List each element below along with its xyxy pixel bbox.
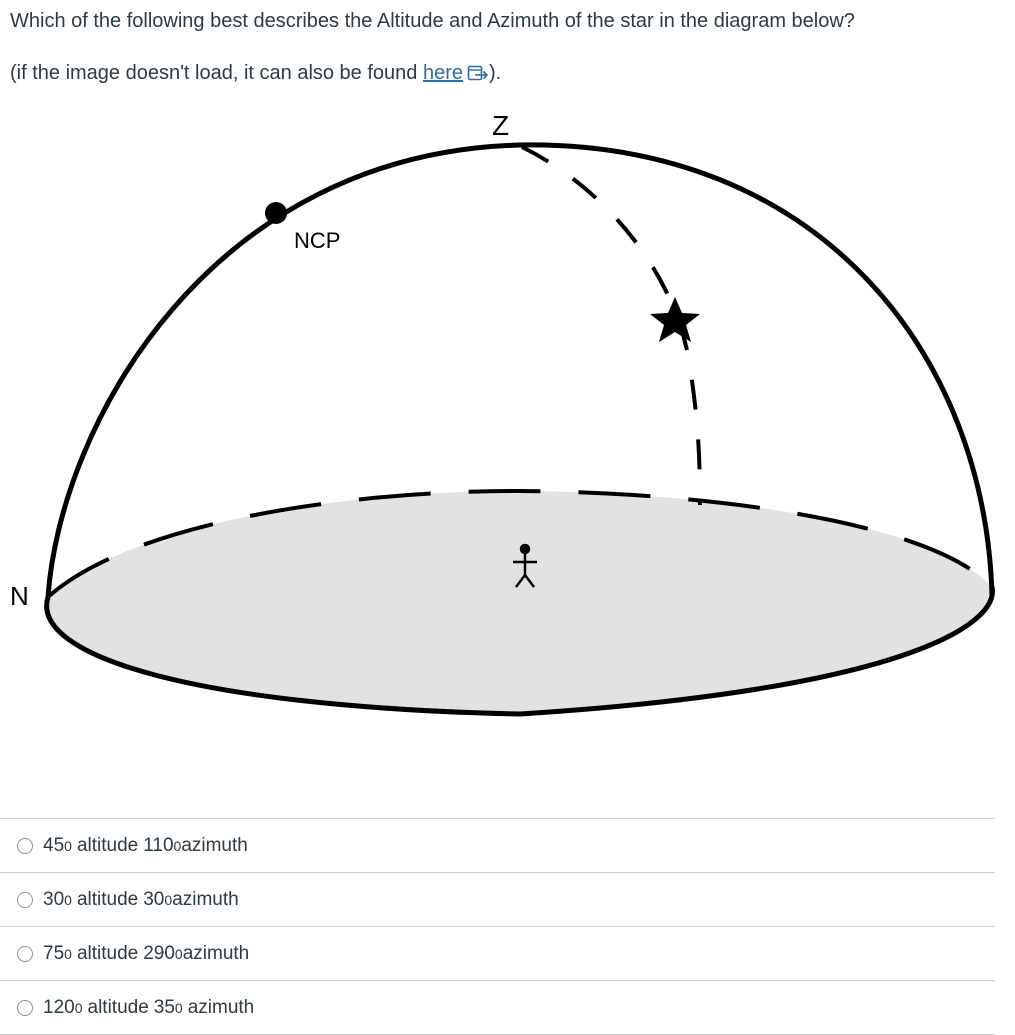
answer-azimuth-value: 290 xyxy=(143,942,175,964)
external-link-icon[interactable] xyxy=(467,61,489,91)
answer-list xyxy=(0,818,995,1035)
answer-option[interactable]: 75 0 altitude 290 0 azimuth xyxy=(0,926,995,980)
answer-altitude-value: 75 xyxy=(43,942,65,964)
answer-azimuth-word: azimuth xyxy=(181,834,248,856)
star-icon xyxy=(650,297,700,342)
celestial-sphere-diagram xyxy=(0,95,1000,730)
answer-altitude-word: altitude xyxy=(76,888,139,910)
radio-button[interactable] xyxy=(17,946,33,962)
answer-altitude-value: 30 xyxy=(43,888,65,910)
radio-button[interactable] xyxy=(17,892,33,908)
answer-azimuth-value: 30 xyxy=(143,888,165,910)
answer-option[interactable]: 120 0 altitude 35 0 azimuth xyxy=(0,980,995,1035)
image-note xyxy=(10,58,1000,91)
answer-altitude-value: 120 xyxy=(43,996,75,1018)
answer-option[interactable]: 45 0 altitude 110 0 azimuth xyxy=(0,818,995,872)
answer-option[interactable]: 30 0 altitude 30 0 azimuth xyxy=(0,872,995,926)
note-suffix: ). xyxy=(489,62,502,84)
answer-altitude-word: altitude xyxy=(87,996,149,1018)
here-link[interactable]: here xyxy=(422,62,463,84)
answer-azimuth-word: azimuth xyxy=(187,996,255,1018)
note-prefix: (if the image doesn't load, it can also be found xyxy=(10,62,423,84)
radio-button[interactable] xyxy=(17,838,33,854)
answer-altitude-word: altitude xyxy=(76,942,139,964)
label-zenith: Z xyxy=(492,110,510,141)
question-text: Which of the following best describes the Altitude and Azimuth of the star in the diagram below? xyxy=(10,10,855,32)
answer-altitude-value: 45 xyxy=(43,834,65,856)
answer-altitude-word: altitude xyxy=(76,834,139,856)
ncp-dot xyxy=(265,202,287,224)
label-ncp: NCP xyxy=(294,228,341,253)
label-north: N xyxy=(10,581,29,611)
answer-azimuth-word: azimuth xyxy=(172,888,239,910)
answer-azimuth-word: azimuth xyxy=(182,942,250,964)
radio-button[interactable] xyxy=(17,1000,33,1016)
answer-azimuth-value: 110 xyxy=(143,834,174,856)
answer-azimuth-value: 35 xyxy=(153,996,175,1018)
